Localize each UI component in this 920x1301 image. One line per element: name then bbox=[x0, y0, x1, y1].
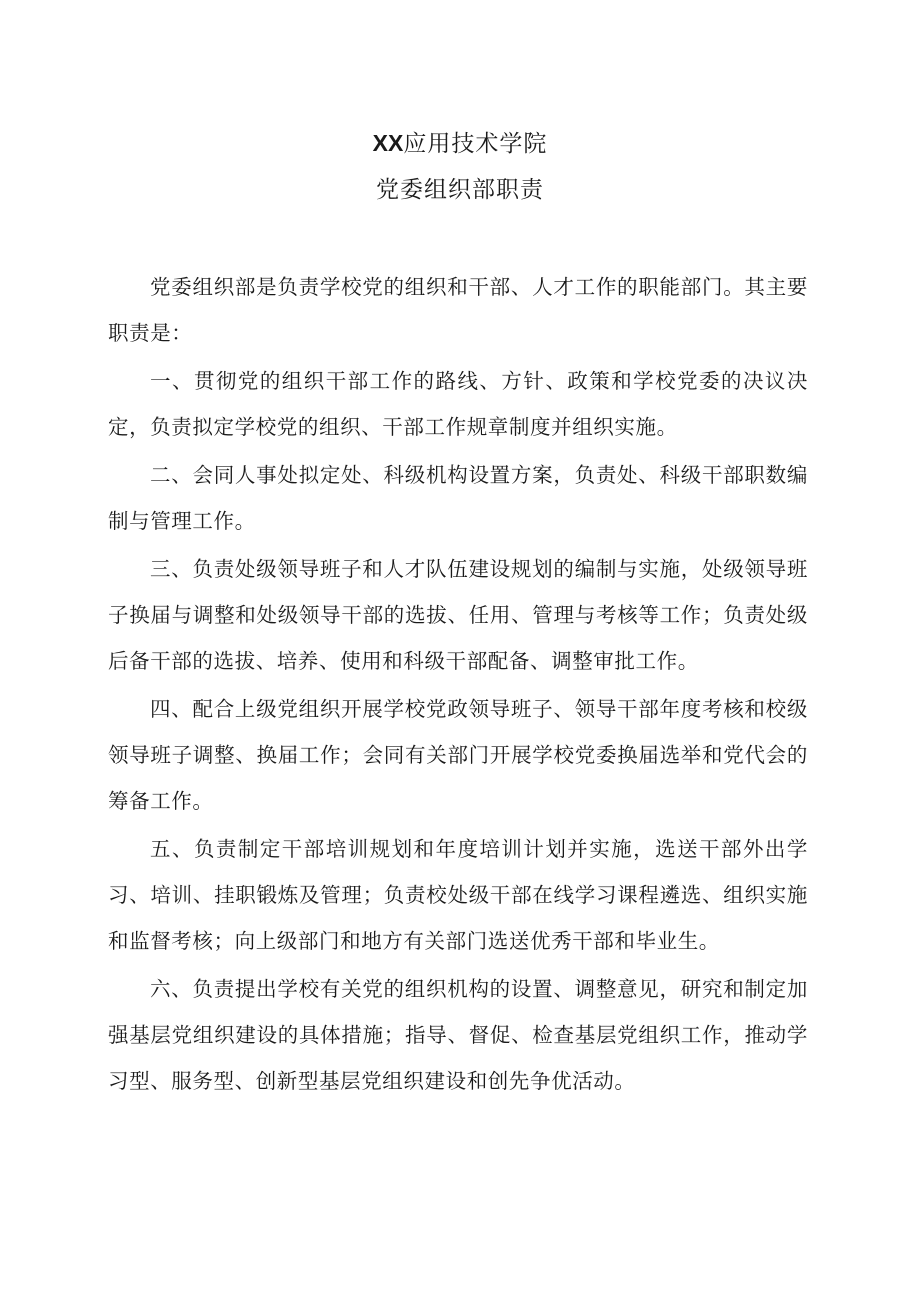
title-prefix: XX bbox=[372, 130, 404, 156]
document-body bbox=[108, 264, 808, 1106]
paragraph-duty-1: 一、贯彻党的组织干部工作的路线、方针、政策和学校党委的决议决定，负责拟定学校党的组织、干部工作规章制度并组织实施。 bbox=[108, 369, 808, 439]
paragraph-duty-6: 六、负责提出学校有关党的组织机构的设置、调整意见，研究和制定加强基层党组织建设的具体措施；指导、督促、检查基层党组织工作，推动学习型、服务型、创新型基层党组织建设和创先争优活动。 bbox=[108, 977, 808, 1093]
paragraph-duty-4: 四、配合上级党组织开展学校党政领导班子、领导干部年度考核和校级领导班子调整、换届工作；会同有关部门开展学校党委换届选举和党代会的筹备工作。 bbox=[108, 697, 808, 813]
title-main: 应用技术学院 bbox=[403, 131, 548, 157]
paragraph-duty-5: 五、负责制定干部培训规划和年度培训计划并实施，选送干部外出学习、培训、挂职锻炼及管理；负责校处级干部在线学习课程遴选、组织实施和监督考核；向上级部门和地方有关部门选送优秀干部和毕业生。 bbox=[108, 837, 808, 953]
paragraph-intro: 党委组织部是负责学校党的组织和干部、人才工作的职能部门。其主要职责是： bbox=[108, 275, 808, 345]
paragraph-duty-2: 二、会同人事处拟定处、科级机构设置方案，负责处、科级干部职数编制与管理工作。 bbox=[108, 463, 808, 533]
document-title bbox=[0, 128, 920, 159]
paragraph-duty-3: 三、负责处级领导班子和人才队伍建设规划的编制与实施，处级领导班子换届与调整和处级领导干部的选拔、任用、管理与考核等工作；负责处级后备干部的选拔、培养、使用和科级干部配备、调整审批工作。 bbox=[108, 557, 808, 673]
document-subtitle: 党委组织部职责 bbox=[376, 177, 544, 203]
